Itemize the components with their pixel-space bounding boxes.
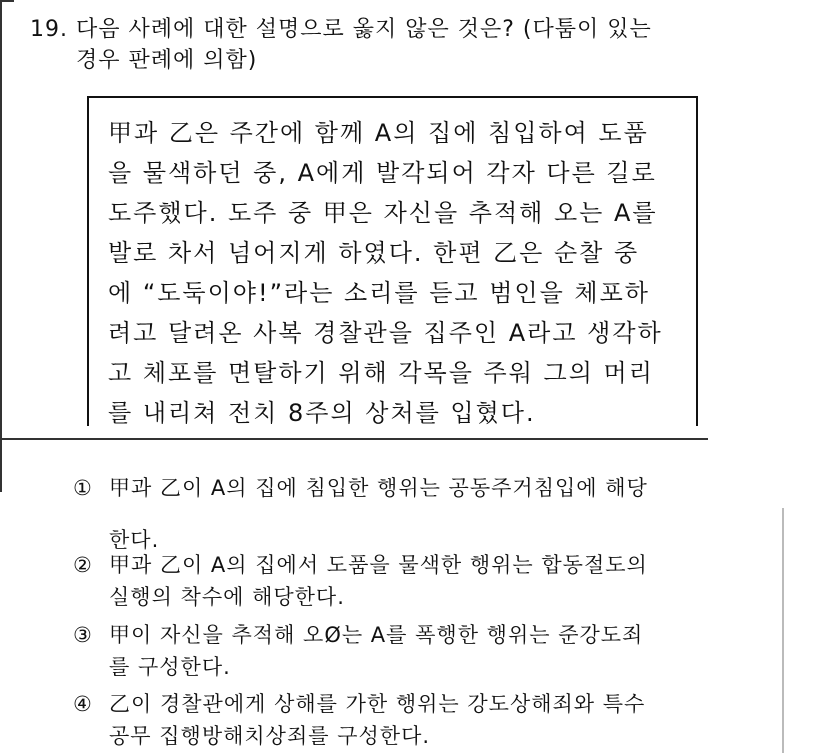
case-line-6: 려고 달려온 사복 경찰관을 집주인 A라고 생각하 xyxy=(108,319,663,347)
choice-3-line-1: 甲이 자신을 추적해 오Ø는 A를 폭행한 행위는 준강도죄 xyxy=(109,623,644,647)
top-left-rule xyxy=(0,0,14,2)
choice-4-marker: ④ xyxy=(73,692,93,716)
choice-2[interactable] xyxy=(73,549,773,613)
choice-1-line-1: 甲과 乙이 A의 집에 침입한 행위는 공동주거침입에 해당 xyxy=(109,476,648,500)
case-line-3: 도주했다. 도주 중 甲은 자신을 추적해 오는 A를 xyxy=(108,199,658,227)
choice-1-marker: ① xyxy=(73,476,93,500)
question-number: 19. xyxy=(30,17,68,42)
choice-4-line-1: 乙이 경찰관에게 상해를 가한 행위는 강도상해죄와 특수 xyxy=(109,692,646,716)
case-line-2: 을 물색하던 중, A에게 발각되어 각자 다른 길로 xyxy=(108,159,657,187)
choice-2-line-2: 실행의 착수에 해당한다. xyxy=(109,585,345,609)
right-margin-rule xyxy=(782,508,784,753)
question-line-2: 경우 판례에 의함) xyxy=(76,48,258,73)
choice-3-line-2: 를 구성한다. xyxy=(109,655,231,679)
question-line-1: 다음 사례에 대한 설명으로 옳지 않은 것은? (다툼이 있는 xyxy=(76,17,652,42)
choice-3-marker: ③ xyxy=(73,623,93,647)
choice-1-line-2: 한다. xyxy=(109,528,160,552)
choice-4-line-2: 공무 집행방해치상죄를 구성한다. xyxy=(109,724,431,748)
choice-3[interactable] xyxy=(73,619,773,683)
column-separator-rule xyxy=(0,438,708,440)
case-line-7: 고 체포를 면탈하기 위해 각목을 주워 그의 머리 xyxy=(108,359,654,387)
case-line-5: 에 “도둑이야!”라는 소리를 듣고 범인을 체포하 xyxy=(108,279,650,307)
left-margin-rule xyxy=(0,0,2,492)
case-line-4: 발로 차서 넘어지게 하였다. 한편 乙은 순찰 중 xyxy=(108,239,640,267)
choice-2-marker: ② xyxy=(73,553,93,577)
case-line-8: 를 내리쳐 전치 8주의 상처를 입혔다. xyxy=(108,399,536,427)
question-header xyxy=(30,14,790,76)
choice-2-line-1: 甲과 乙이 A의 집에서 도품을 물색한 행위는 합동절도의 xyxy=(109,553,648,577)
choice-4[interactable] xyxy=(73,688,773,752)
case-line-1: 甲과 乙은 주간에 함께 A의 집에 침입하여 도품 xyxy=(108,119,649,147)
